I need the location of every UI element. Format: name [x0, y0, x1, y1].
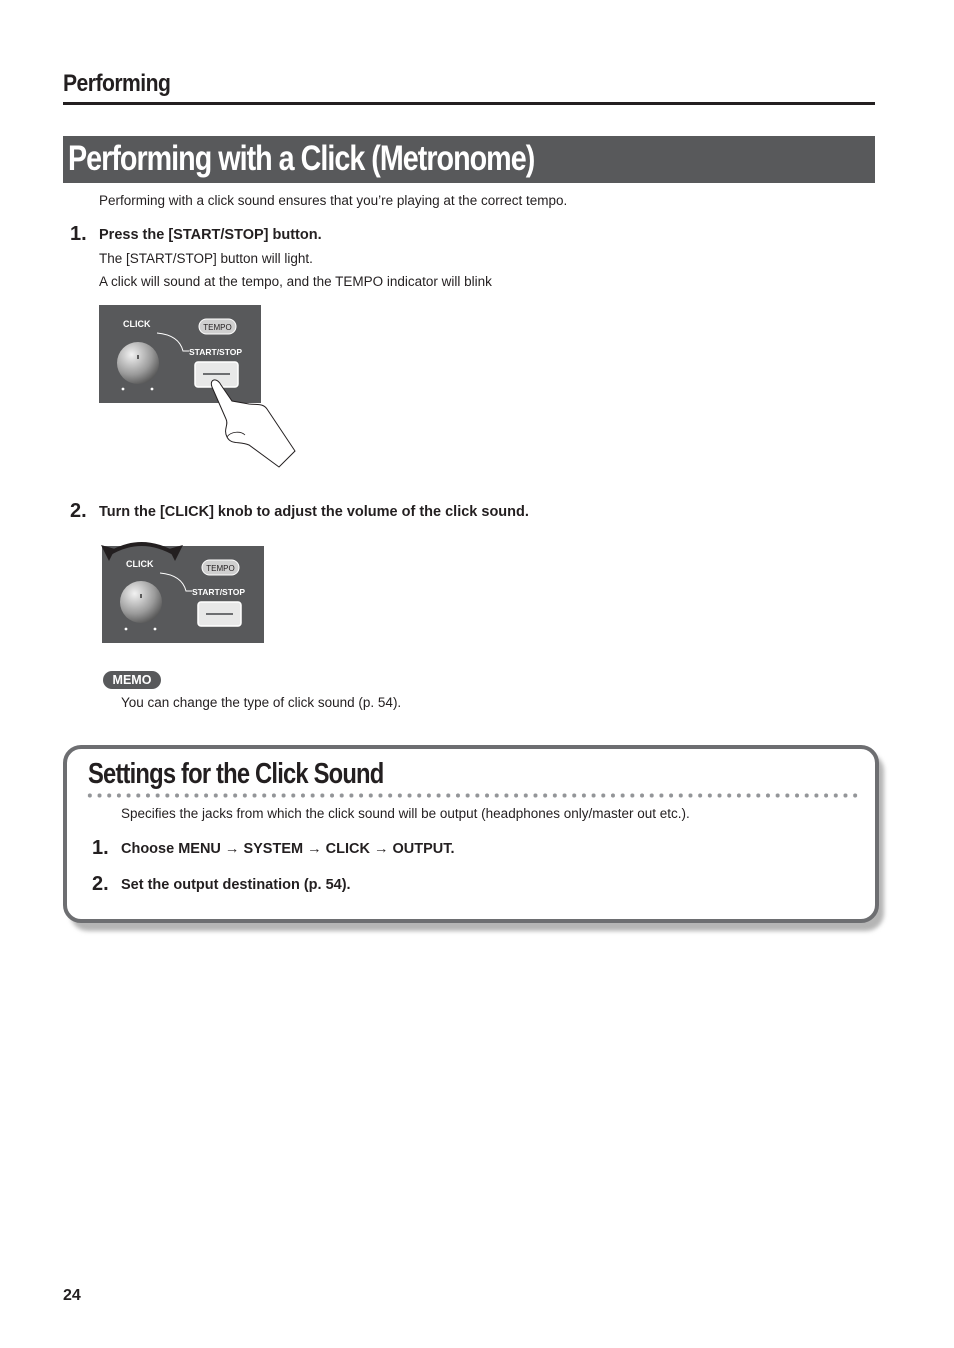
page-number: 24 — [63, 1287, 81, 1304]
section-header: Performing — [63, 70, 171, 97]
step-1-number: 1. — [70, 223, 87, 245]
intro-text: Performing with a click sound ensures that you’re playing at the correct tempo. — [99, 193, 568, 208]
memo-badge: MEMO — [103, 671, 161, 689]
start-stop-label: START/STOP — [189, 347, 243, 357]
step-1-detail-2: A click will sound at the tempo, and the TEMPO indicator will blink — [99, 274, 492, 289]
settings-step-2-text: Set the output destination (p. 54). — [121, 877, 351, 893]
tempo-label: TEMPO — [203, 323, 232, 332]
settings-step-1-text: Choose MENU → SYSTEM → CLICK → OUTPUT. — [121, 841, 455, 857]
settings-step-1-number: 1. — [92, 837, 109, 859]
click-knob — [117, 342, 159, 384]
tempo-label: TEMPO — [206, 564, 235, 573]
step-1-text: Press the [START/STOP] button. — [99, 227, 322, 243]
click-label: CLICK — [126, 559, 154, 569]
start-stop-label: START/STOP — [192, 587, 246, 597]
click-knob — [120, 581, 162, 623]
click-label: CLICK — [123, 319, 151, 329]
memo-text: You can change the type of click sound (p. 54). — [121, 695, 402, 710]
panel-illustration-turn — [99, 537, 267, 645]
step-1-detail-1: The [START/STOP] button will light. — [99, 251, 313, 266]
settings-step-2-number: 2. — [92, 873, 109, 895]
header-rule — [63, 102, 875, 105]
step-2-number: 2. — [70, 500, 87, 522]
settings-box-description: Specifies the jacks from which the click sound will be output (headphones only/master out etc.). — [121, 806, 690, 821]
panel-illustration-press — [99, 305, 299, 470]
dotted-divider — [85, 793, 860, 798]
step-2-text: Turn the [CLICK] knob to adjust the volume of the click sound. — [99, 504, 529, 520]
settings-box-title: Settings for the Click Sound — [88, 758, 384, 790]
page-title: Performing with a Click (Metronome) — [68, 139, 535, 178]
